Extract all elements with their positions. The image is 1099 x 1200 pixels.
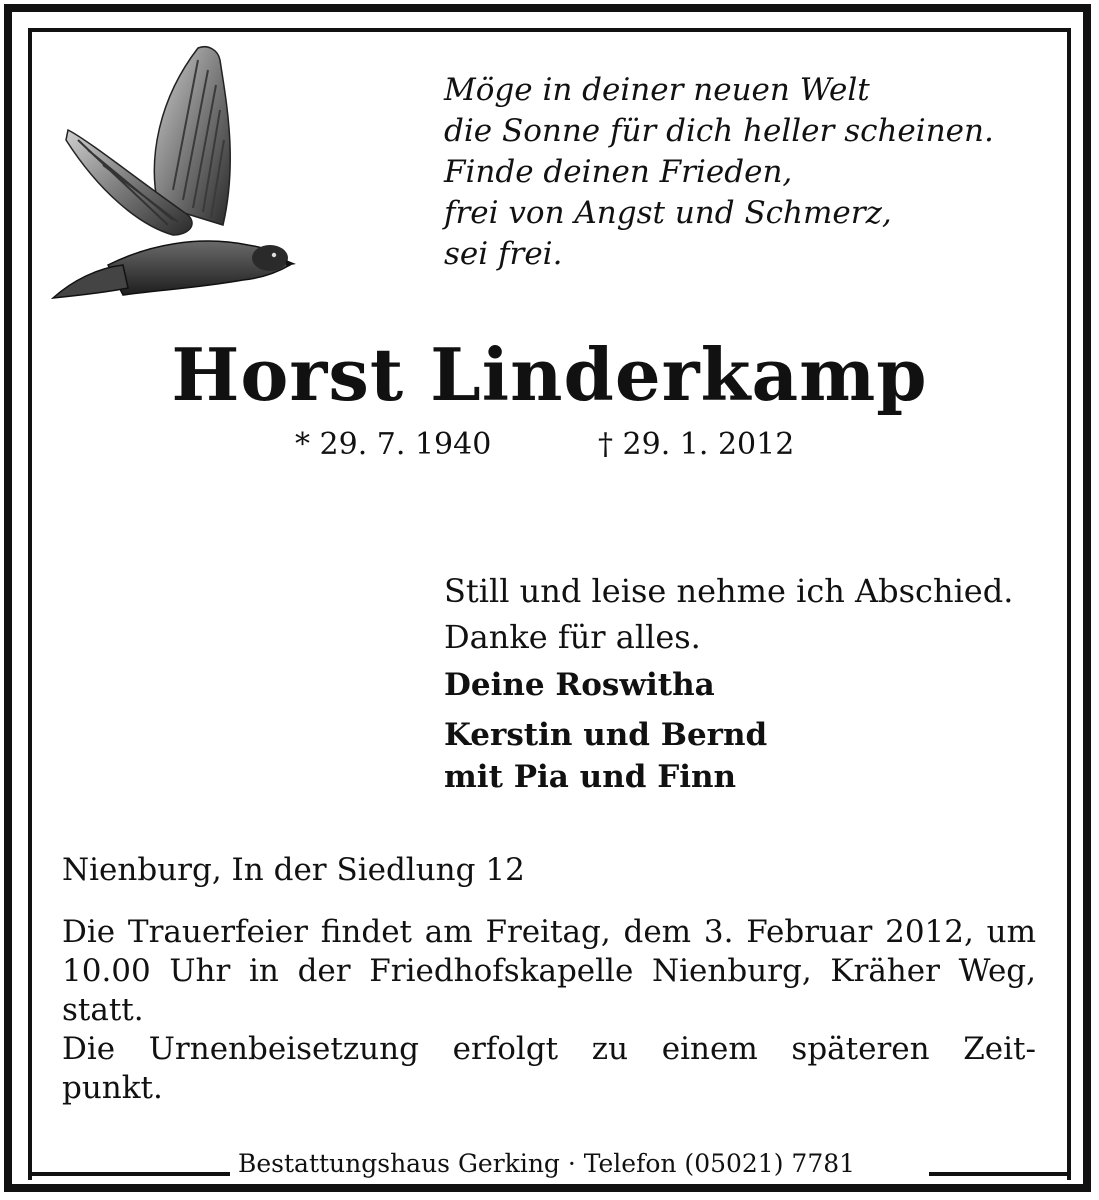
address: Nienburg, In der Siedlung 12 <box>62 852 525 888</box>
footer-rule-left <box>32 1172 230 1176</box>
signer-wife: Deine Roswitha <box>444 667 715 703</box>
funeral-home-contact: Bestattungshaus Gerking · Telefon (05021) 7781 <box>238 1149 856 1178</box>
death-date: † 29. 1. 2012 <box>598 427 795 462</box>
ceremony-line: punkt. <box>62 1070 163 1106</box>
birth-date: * 29. 7. 1940 <box>295 427 492 462</box>
poem-line: Finde deinen Frieden, <box>444 154 793 190</box>
dove-icon <box>48 40 298 302</box>
poem-line: die Sonne für dich heller scheinen. <box>444 113 994 149</box>
farewell-line: Still und leise nehme ich Abschied. <box>444 572 1014 610</box>
poem <box>444 70 994 275</box>
footer-rule-right <box>929 1172 1067 1176</box>
ceremony-line: Die Trauerfeier findet am Freitag, dem 3. Februar 2012, um <box>62 914 1036 950</box>
poem-line: sei frei. <box>444 236 563 272</box>
poem-line: Möge in deiner neuen Welt <box>444 72 870 108</box>
ceremony-line: statt. <box>62 992 144 1028</box>
footer <box>28 1146 1071 1182</box>
poem-line: frei von Angst und Schmerz, <box>444 195 892 231</box>
deceased-name: Horst Linderkamp <box>171 332 928 417</box>
farewell-block <box>444 568 1013 798</box>
ceremony-line: Die Urnenbeisetzung erfolgt zu einem späteren Zeit- <box>62 1031 1036 1067</box>
ceremony-notice <box>62 913 1036 1108</box>
signer-grandchildren: mit Pia und Finn <box>444 759 737 795</box>
thanks-line: Danke für alles. <box>444 618 701 656</box>
signer-children: Kerstin und Bernd <box>444 717 768 753</box>
ceremony-line: 10.00 Uhr in der Friedhofskapelle Nienburg, Kräher Weg, <box>62 953 1036 989</box>
